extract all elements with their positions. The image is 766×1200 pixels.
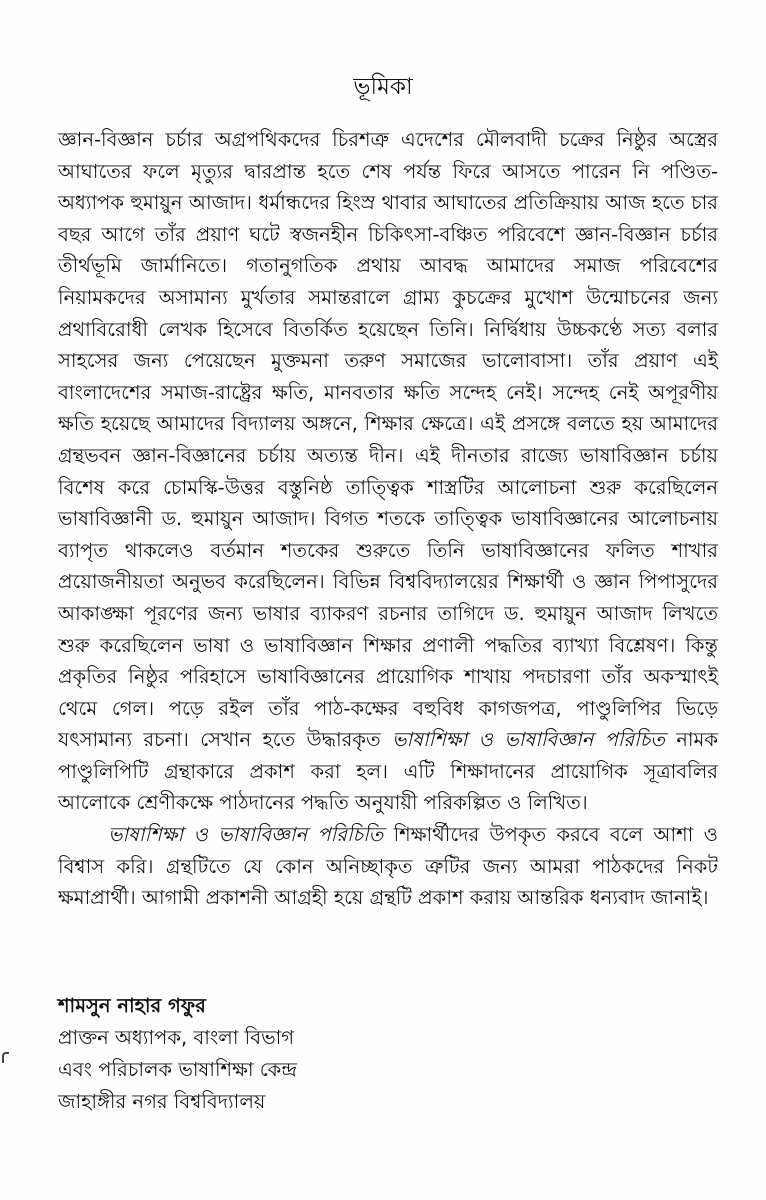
preface-body xyxy=(58,124,718,914)
book-title-italic: ভাষাশিক্ষা ও ভাষাবিজ্ঞান পরিচিত xyxy=(392,728,665,752)
page-title: ভূমিকা xyxy=(353,74,413,100)
signatory-role: এবং পরিচালক ভাষাশিক্ষা কেন্দ্র xyxy=(58,1058,298,1081)
paragraph-1-part-1: জ্ঞান-বিজ্ঞান চর্চার অগ্রপথিকদের চিরশত্রু এদেশের মৌলবাদী চক্রের নিষ্ঠুর অস্ত্রের আঘাতের ফলে মৃত্যুর দ্বারপ্রান্ত হতে শেষ পর্যন্ত ফিরে আসতে পারেন নি পণ্ডিত-অধ্যাপক হুমায়ুন আজাদ। ধর্মান্ধদের হিংস্র থাবার আঘাতের প্রতিক্রিয়ায় আজ হতে চার বছর আগে তাঁর প্রয়াণ ঘটে স্বজনহীন চিকিৎসা-বঞ্চিত পরিবেশে জ্ঞান-বিজ্ঞান চর্চার তীর্থভূমি জার্মানিতে। গতানুগতিক প্রথায় আবদ্ধ আমাদের সমাজ পরিবেশের নিয়ামকদের অসামান্য মুর্খতার সমান্তরালে গ্রাম্য কুচক্রের মুখোশ উন্মোচনের জন্য প্রথাবিরোধী লেখক হিসেবে বিতর্কিত হয়েছেন তিনি। নির্দ্বিধায় উচ্চকণ্ঠে সত্য বলার সাহসের জন্য পেয়েছেন মুক্তমনা তরুণ সমাজের ভালোবাসা। তাঁর প্রয়াণ এই বাংলাদেশের সমাজ-রাষ্ট্রের ক্ষতি, মানবতার ক্ষতি সন্দেহ নেই। সন্দেহ নেই অপূরণীয় ক্ষতি হয়েছে আমাদের বিদ্যালয় অঙ্গনে, শিক্ষার ক্ষেত্রে। এই প্রসঙ্গে বলতে হয় আমাদের গ্রন্থভবন জ্ঞান-বিজ্ঞানের চর্চায় অত্যন্ত দীন। এই দীনতার রাজ্যে ভাষাবিজ্ঞান চর্চায় বিশেষ করে চোমস্কি-উত্তর বস্তুনিষ্ঠ তাত্ত্বিক শাস্ত্রটির আলোচনা শুরু করেছিলেন ভাষাবিজ্ঞানী ড. হুমায়ুন আজাদ। বিগত শতকে তাত্ত্বিক ভাষাবিজ্ঞানের আলোচনায় ব্যাপৃত থাকলেও বর্তমান শতকের শুরুতে তিনি ভাষাবিজ্ঞানের ফলিত শাখার প্রয়োজনীয়তা অনুভব করেছিলেন। বিভিন্ন বিশ্ববিদ্যালয়ের শিক্ষার্থী ও জ্ঞান পিপাসুদের আকাঙ্ক্ষা পূরণের জন্য ভাষার ব্যাকরণ রচনার তাগিদে ড. হুমায়ুন আজাদ লিখতে শুরু করেছিলেন ভাষা ও ভাষাবিজ্ঞান শিক্ষার প্রণালী পদ্ধতির ব্যাখ্যা বিশ্লেষণ। কিন্তু প্রকৃতির নিষ্ঠুর পরিহাসে ভাষাবিজ্ঞানের প্রায়োগিক শাখায় পদচারণা তাঁর অকস্মাৎই থেমে গেল। পড়ে রইল তাঁর পাঠ-কক্ষের বহুবিধ কাগজপত্র, পাণ্ডুলিপির ভিড়ে যৎসামান্য রচনা। সেখান হতে উদ্ধারকৃত xyxy=(58,128,718,752)
signatory-institution: জাহাঙ্গীর নগর বিশ্ববিদ্যালয় xyxy=(58,1090,266,1113)
scan-edge-mark xyxy=(2,1052,9,1063)
signature-block xyxy=(58,990,658,1118)
paragraph-1 xyxy=(58,124,718,819)
book-title-italic-2: ভাষাশিক্ষা ও ভাষাবিজ্ঞান পরিচিতি xyxy=(108,823,384,847)
signatory-title: প্রাক্তন অধ্যাপক, বাংলা বিভাগ xyxy=(58,1026,295,1049)
paragraph-1-part-2: নামক পাণ্ডুলিপিটি গ্রন্থাকারে প্রকাশ করা হল। এটি শিক্ষাদানের প্রায়োগিক সূত্রাবলির আলোকে শ্রেণীকক্ষে পাঠদানের পদ্ধতি অনুযায়ী পরিকল্পিত ও লিখিত। xyxy=(58,728,718,815)
signatory-name: শামসুন নাহার গফুর xyxy=(58,994,206,1017)
paragraph-2 xyxy=(58,819,718,914)
paragraph-2-part-1: শিক্ষার্থীদের উপকৃত করবে বলে আশা ও বিশ্বাস করি। গ্রন্থটিতে যে কোন অনিচ্ছাকৃত ত্রুটির জন্য আমরা পাঠকদের নিকট ক্ষমাপ্রার্থী। আগামী প্রকাশনী আগ্রহী হয়ে গ্রন্থটি প্রকাশ করায় আন্তরিক ধন্যবাদ জানাই। xyxy=(58,823,718,910)
